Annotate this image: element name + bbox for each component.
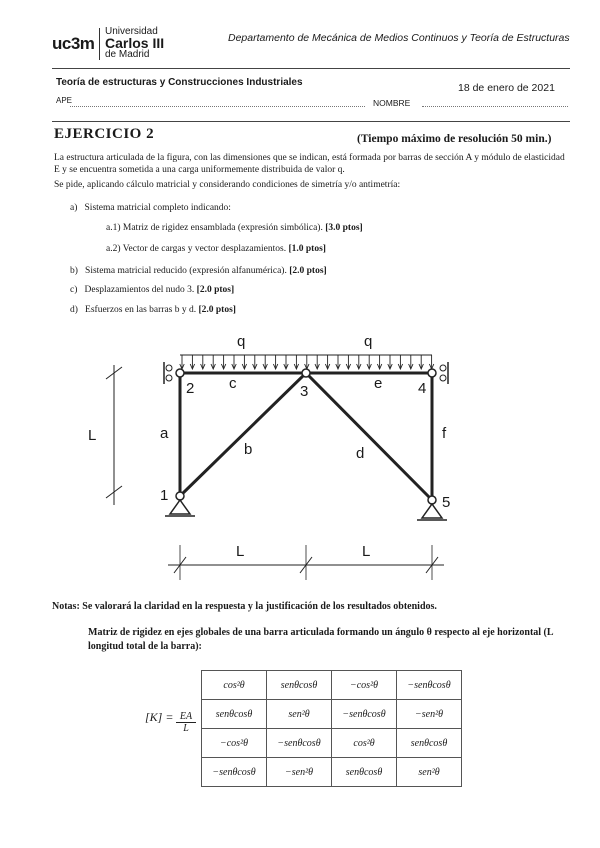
nombre-label: NOMBRE <box>373 98 411 108</box>
item-a1-text: Matriz de rigidez ensamblada (expresión simbólica). <box>122 223 323 233</box>
ape-label: APE <box>56 96 73 105</box>
item-a2-label: a.2) <box>106 244 121 254</box>
node-label-1: 1 <box>160 487 169 504</box>
matrix-cell: −senθcosθ <box>332 700 397 729</box>
node-2-marker <box>176 369 184 377</box>
item-b-label: b) <box>70 266 78 276</box>
matrix-fraction <box>176 711 196 734</box>
support-5-pin <box>422 504 442 518</box>
item-d-text: Esfuerzos en las barras b y d. <box>85 305 197 315</box>
logo-madrid: de Madrid <box>105 49 150 60</box>
matrix-cell: sen²θ <box>397 758 462 787</box>
exercise-time-limit: (Tiempo máximo de resolución 50 min.) <box>357 133 552 145</box>
node-4-marker <box>428 369 436 377</box>
support-4-roller-a <box>440 365 446 371</box>
bar-label-b: b <box>244 441 253 458</box>
exam-date: 18 de enero de 2021 <box>458 82 555 94</box>
department-title: Departamento de Mecánica de Medios Continuos y Teoría de Estructuras <box>228 32 570 44</box>
item-c-text: Desplazamientos del nudo 3. <box>84 285 195 295</box>
item-a2-points: [1.0 ptos] <box>288 244 326 254</box>
exercise-ask: Se pide, aplicando cálculo matricial y considerando condiciones de simetría y/o antimetría: <box>54 180 401 190</box>
support-2-roller-a <box>166 365 172 371</box>
load-label-left: q <box>237 333 246 350</box>
matrix-cell: −cos²θ <box>332 671 397 700</box>
node-label-2: 2 <box>186 380 195 397</box>
bar-label-e: e <box>374 375 383 392</box>
matrix-cell: senθcosθ <box>267 671 332 700</box>
item-a-label: a) <box>70 203 78 213</box>
item-d-points: [2.0 ptos] <box>198 305 236 315</box>
matrix-intro: Matriz de rigidez en ejes globales de una barra articulada formando un ángulo θ respecto al eje horizontal (L longitud total de la barra): <box>88 627 553 652</box>
dim-label-vertical: L <box>88 427 97 444</box>
matrix-cell: −senθcosθ <box>397 671 462 700</box>
bar-label-a: a <box>160 425 169 442</box>
dim-label-left: L <box>236 543 245 560</box>
item-a-text: Sistema matricial completo indicando: <box>84 203 231 213</box>
exercise-statement: La estructura articulada de la figura, con las dimensiones que se indican, está formada por barras de sección A y módulo de elasticidad E y se encuentra sometida a una carga uniformemente distribuida de valor q. <box>54 153 565 175</box>
load-arrows <box>180 355 434 369</box>
matrix-cell: senθcosθ <box>397 729 462 758</box>
matrix-cell: cos²θ <box>202 671 267 700</box>
bar-label-f: f <box>442 425 447 442</box>
logo-carlos-iii: Carlos III <box>105 35 165 51</box>
support-4-roller-b <box>440 375 446 381</box>
item-b-text: Sistema matricial reducido (expresión alfanumérica). <box>85 266 287 276</box>
matrix-cell: −senθcosθ <box>267 729 332 758</box>
matrix-cell: senθcosθ <box>332 758 397 787</box>
fraction-numerator: EA <box>176 711 196 723</box>
matrix-row <box>202 729 462 758</box>
node-label-3: 3 <box>300 383 309 400</box>
matrix-lhs: [K] = <box>145 710 174 724</box>
logo-uc3m: uc3m <box>52 34 95 53</box>
logo-university: Universidad <box>105 26 158 37</box>
item-c-label: c) <box>70 285 78 295</box>
load-label-right: q <box>364 333 373 350</box>
matrix-cell: −sen²θ <box>267 758 332 787</box>
item-a1-points: [3.0 ptos] <box>325 223 363 233</box>
stiffness-matrix <box>201 670 462 787</box>
matrix-cell: cos²θ <box>332 729 397 758</box>
course-name: Teoría de estructuras y Construcciones Industriales <box>56 77 303 88</box>
bar-label-c: c <box>229 375 237 392</box>
dim-label-right: L <box>362 543 371 560</box>
item-c-points: [2.0 ptos] <box>196 285 235 295</box>
matrix-cell: sen²θ <box>267 700 332 729</box>
item-a2-text: Vector de cargas y vector desplazamientos. <box>122 244 287 254</box>
exercise-title: EJERCICIO 2 <box>54 126 155 142</box>
matrix-cell: senθcosθ <box>202 700 267 729</box>
item-a1-label: a.1) <box>106 223 121 233</box>
matrix-row <box>202 758 462 787</box>
matrix-cell: −cos²θ <box>202 729 267 758</box>
support-1-pin <box>170 500 190 514</box>
node-label-4: 4 <box>418 380 427 397</box>
bar-label-d: d <box>356 445 365 462</box>
matrix-row <box>202 671 462 700</box>
node-3-marker <box>302 369 310 377</box>
item-b-points: [2.0 ptos] <box>289 266 327 276</box>
bar-b <box>180 373 309 496</box>
matrix-cell: −sen²θ <box>397 700 462 729</box>
item-d-label: d) <box>70 305 78 315</box>
support-2-roller-b <box>166 375 172 381</box>
matrix-row <box>202 700 462 729</box>
notes: Notas: Se valorará la claridad en la respuesta y la justificación de los resultados obtenidos. <box>52 601 437 612</box>
fraction-denominator: L <box>183 723 189 734</box>
bar-d <box>306 373 432 500</box>
matrix-cell: −senθcosθ <box>202 758 267 787</box>
node-label-5: 5 <box>442 494 451 511</box>
